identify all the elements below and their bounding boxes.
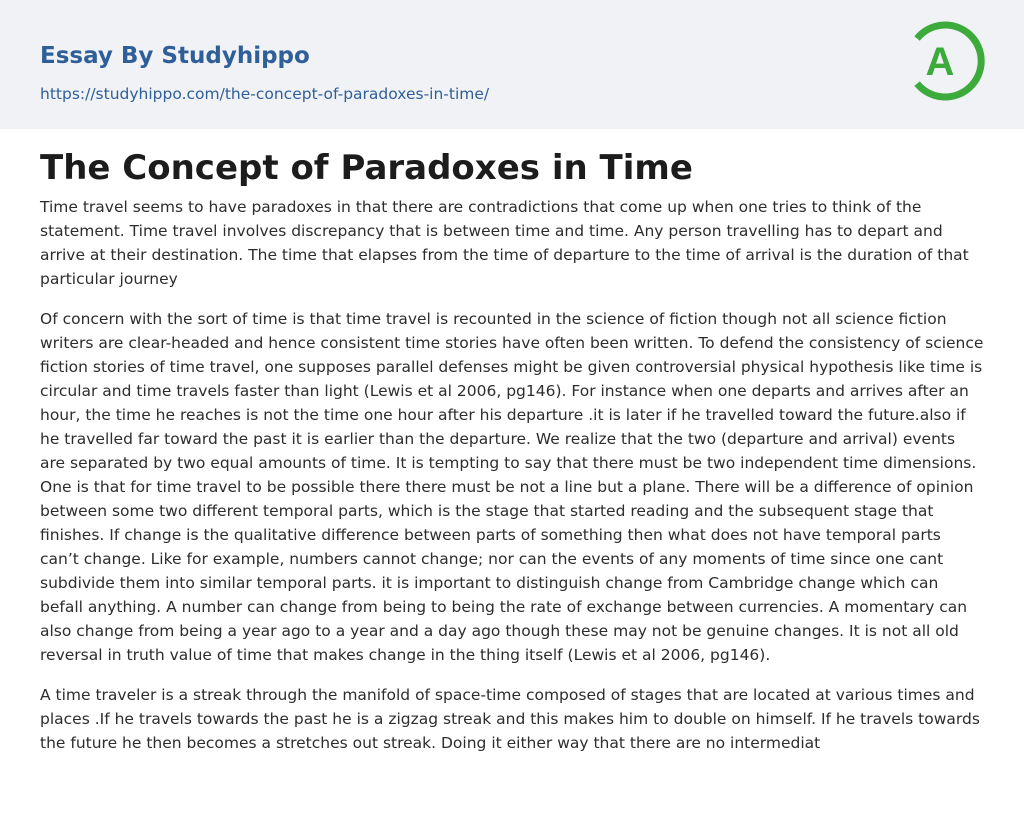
site-header	[0, 0, 1024, 129]
article-paragraph: A time traveler is a streak through the manifold of space-time composed of stages that are located at various times and places .If he travels towards the past he is a zigzag streak and this makes him to double on himself. If he travels towards the future he then becomes a stretches out streak. Doing it either way that there are no intermediat	[40, 686, 980, 752]
article-title: The Concept of Paradoxes in Time	[40, 148, 693, 188]
svg-text:A: A	[925, 40, 955, 84]
site-brand[interactable]: Essay By Studyhippo	[40, 43, 310, 69]
studyhippo-logo-icon[interactable]	[900, 16, 990, 106]
article-body	[40, 195, 984, 771]
source-url-link[interactable]: https://studyhippo.com/the-concept-of-paradoxes-in-time/	[40, 85, 490, 103]
article-paragraph: Of concern with the sort of time is that time travel is recounted in the science of fiction though not all science fiction writers are clear-headed and hence consistent time stories have often been written. To defend the consistency of science fiction stories of time travel, one supposes parallel defenses might be given controversial physical hypothesis like time is circular and time travels faster than light (Lewis et al 2006, pg146). For instance when one departs and arrives after an hour, the time he reaches is not the time one hour after his departure .it is later if he travelled toward the future.also if he travelled far toward the past it is earlier than the departure. We realize that the two (departure and arrival) events are separated by two equal amounts of time. It is tempting to say that there must be two independent time dimensions. One is that for time travel to be possible there there must be not a line but a plane. There will be a difference of opinion between some two different temporal parts, which is the stage that started reading and the subsequent stage that finishes. If change is the qualitative difference between parts of something then what does not have temporal parts can’t change. Like for example, numbers cannot change; nor can the events of any moments of time since one cant subdivide them into similar temporal parts. it is important to distinguish change from Cambridge change which can befall anything. A number can change from being to being the rate of exchange between currencies. A momentary can also change from being a year ago to a year and a day ago though these may not be genuine changes. It is not all old reversal in truth value of time that makes change in the thing itself (Lewis et al 2006, pg146).	[40, 310, 984, 664]
article-paragraph: Time travel seems to have paradoxes in that there are contradictions that come up when one tries to think of the statement. Time travel involves discrepancy that is between time and time. Any person travelling has to depart and arrive at their destination. The time that elapses from the time of departure to the time of arrival is the duration of that particular journey	[40, 198, 969, 288]
